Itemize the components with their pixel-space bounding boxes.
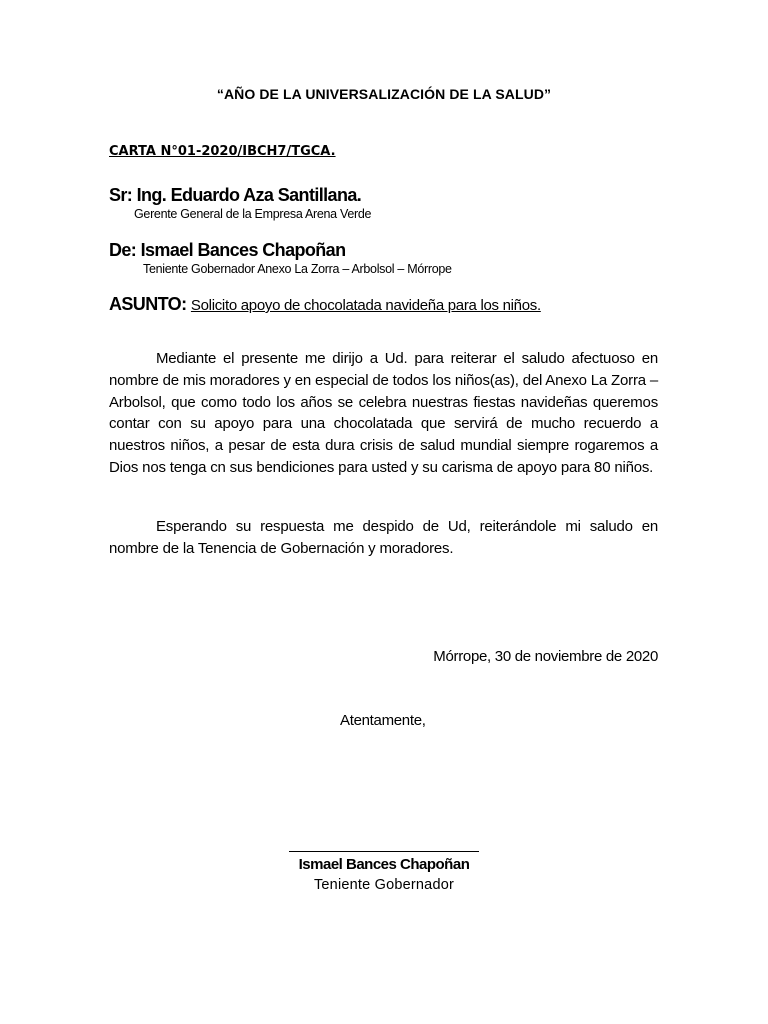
signature-line [289,851,479,852]
subject-line [109,294,541,315]
sender-name: De: Ismael Bances Chapoñan [109,240,346,260]
body-paragraph-1 [109,348,658,479]
letter-number: CARTA N°01-2020/IBCH7/TGCA. [109,144,336,159]
year-motto-heading: “AÑO DE LA UNIVERSALIZACIÓN DE LA SALUD” [216,86,552,102]
body-paragraph-2-text: Esperando su respuesta me despido de Ud, reiterándole mi saludo en nombre de la Tenencia de Gobernación y moradores. [109,518,658,557]
signer-title: Teniente Gobernador [313,877,455,893]
closing-salutation: Atentamente, [340,712,426,729]
subject-text: Solicito apoyo de chocolatada navideña para los niños. [190,297,541,314]
signer-name: Ismael Bances Chapoñan [298,856,470,873]
sender-role: Teniente Gobernador Anexo La Zorra – Arbolsol – Mórrope [143,262,452,276]
body-paragraph-1-text: Mediante el presente me dirijo a Ud. para reiterar el saludo afectuoso en nombre de mis moradores y en especial de todos los niños(as), del Anexo La Zorra – Arbolsol, que como todo los años se celebra nuestras fiestas navideñas queremos contar con su apoyo para una chocolatada que servirá de mucho recuerdo a nuestros niños, a pesar de esta dura crisis de salud mundial siempre rogaremos a Dios nos tenga cn sus bendiciones para usted y su carisma de apoyo para 80 niños. [109,350,658,476]
body-paragraph-2 [109,516,658,560]
place-date: Mórrope, 30 de noviembre de 2020 [433,648,658,665]
subject-label: ASUNTO: [109,294,187,314]
recipient-role: Gerente General de la Empresa Arena Verde [134,207,372,221]
recipient-name: Sr: Ing. Eduardo Aza Santillana. [109,185,362,205]
